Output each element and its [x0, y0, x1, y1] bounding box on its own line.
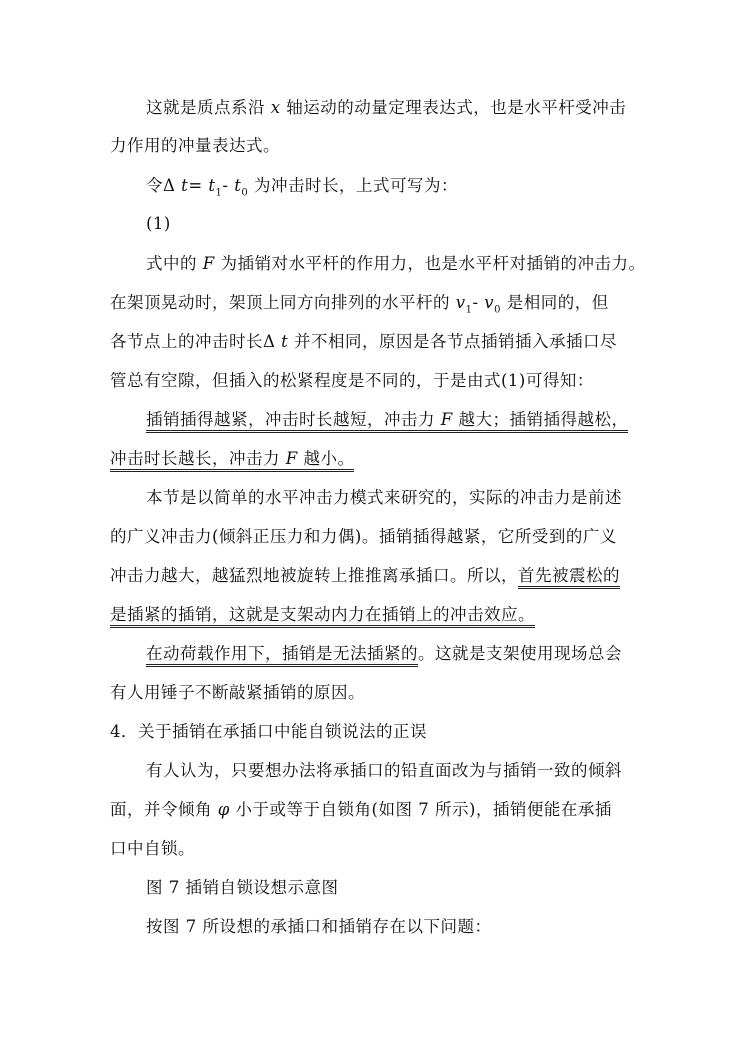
text: 是相同的，但 — [500, 293, 609, 312]
text: 。这就是支架使用现场总会 — [418, 644, 622, 663]
text: 冲击力越大，越猛烈地被旋转上推推离承插口。所以， — [110, 566, 518, 585]
para1-line2: 力作用的冲量表达式。 — [110, 136, 280, 155]
para4-line3 — [110, 330, 617, 354]
para4-line2 — [110, 291, 609, 315]
var-phi: φ — [217, 800, 230, 819]
para7-line1 — [146, 642, 622, 666]
subscript-0: 0 — [241, 187, 249, 199]
text: 越小。 — [297, 449, 355, 468]
var-t0: t — [234, 176, 242, 195]
para6-line3 — [110, 564, 620, 588]
var-v1: v — [455, 293, 466, 312]
subscript-0: 0 — [494, 304, 501, 316]
text: 轴运动的动量定理表达式，也是水平杆受冲击 — [280, 98, 627, 117]
text: 插销插得越紧，冲击时长越短，冲击力 — [146, 410, 441, 429]
figure-caption: 图 7 插销自锁设想示意图 — [146, 878, 339, 897]
underlined-text: 是插紧的插销，这就是支架动内力在插销上的冲击效应。 — [110, 605, 535, 628]
para4-line4: 管总有空隙，但插入的松紧程度是不同的，于是由式(1)可得知： — [110, 371, 594, 390]
var-t: t — [281, 332, 289, 351]
text: 越大；插销插得越松， — [452, 410, 629, 429]
text: 为插销对水平杆的作用力，也是水平杆对插销的冲击力。 — [214, 254, 646, 273]
var-F: F — [440, 410, 453, 429]
text: 面，并令倾角 — [110, 800, 218, 819]
var-F: F — [202, 254, 215, 273]
text: 为冲击时长，上式可写为： — [248, 176, 458, 195]
equation-number: (1) — [146, 214, 171, 233]
text: 在架顶晃动时，架顶上同方向排列的水平杆的 — [110, 293, 456, 312]
para6-line2: 的广义冲击力(倾斜正压力和力偶)。插销插得越紧，它所受到的广义 — [110, 527, 617, 546]
var-t: t — [181, 176, 189, 195]
underlined-text: 在动荷载作用下，插销是无法插紧的 — [146, 644, 418, 667]
para2-formula-line — [146, 174, 458, 198]
equals: = — [188, 176, 209, 195]
text: 冲击时长越长，冲击力 — [110, 449, 286, 468]
minus: - — [222, 176, 235, 195]
para8-line3: 口中自锁。 — [110, 839, 195, 858]
para6-line4 — [110, 603, 535, 627]
var-x: x — [270, 98, 281, 117]
minus: - — [472, 293, 485, 312]
underlined-text — [110, 449, 354, 472]
para7-line2: 有人用锤子不断敲紧插销的原因。 — [110, 683, 365, 702]
text: 令Δ — [146, 176, 182, 195]
text: 这就是质点系沿 — [146, 98, 271, 117]
var-v0: v — [484, 293, 495, 312]
underlined-text — [146, 410, 628, 433]
underlined-text: 首先被震松的 — [518, 566, 620, 589]
para8-line2 — [110, 798, 612, 822]
text: 式中的 — [146, 254, 203, 273]
para4-line1 — [146, 252, 645, 276]
para6-line1: 本节是以简单的水平冲击力模式来研究的，实际的冲击力是前述 — [146, 488, 622, 507]
var-F: F — [285, 449, 298, 468]
subscript-1: 1 — [215, 187, 223, 199]
text: 并不相同，原因是各节点插销插入承插口尽 — [288, 332, 618, 351]
var-t1: t — [208, 176, 216, 195]
para9-line1: 按图 7 所设想的承插口和插销存在以下问题： — [146, 917, 492, 936]
para5-line1 — [146, 408, 628, 432]
text: 小于或等于自锁角(如图 7 所示)，插销便能在承插 — [229, 800, 612, 819]
text: 各节点上的冲击时长Δ — [110, 332, 282, 351]
subscript-1: 1 — [465, 304, 473, 316]
para1-line1 — [146, 96, 626, 120]
para8-line1: 有人认为，只要想办法将承插口的铅直面改为与插销一致的倾斜 — [146, 761, 622, 780]
section-heading: 4．关于插销在承插口中能自锁说法的正误 — [110, 722, 427, 741]
para5-line2 — [110, 447, 354, 471]
